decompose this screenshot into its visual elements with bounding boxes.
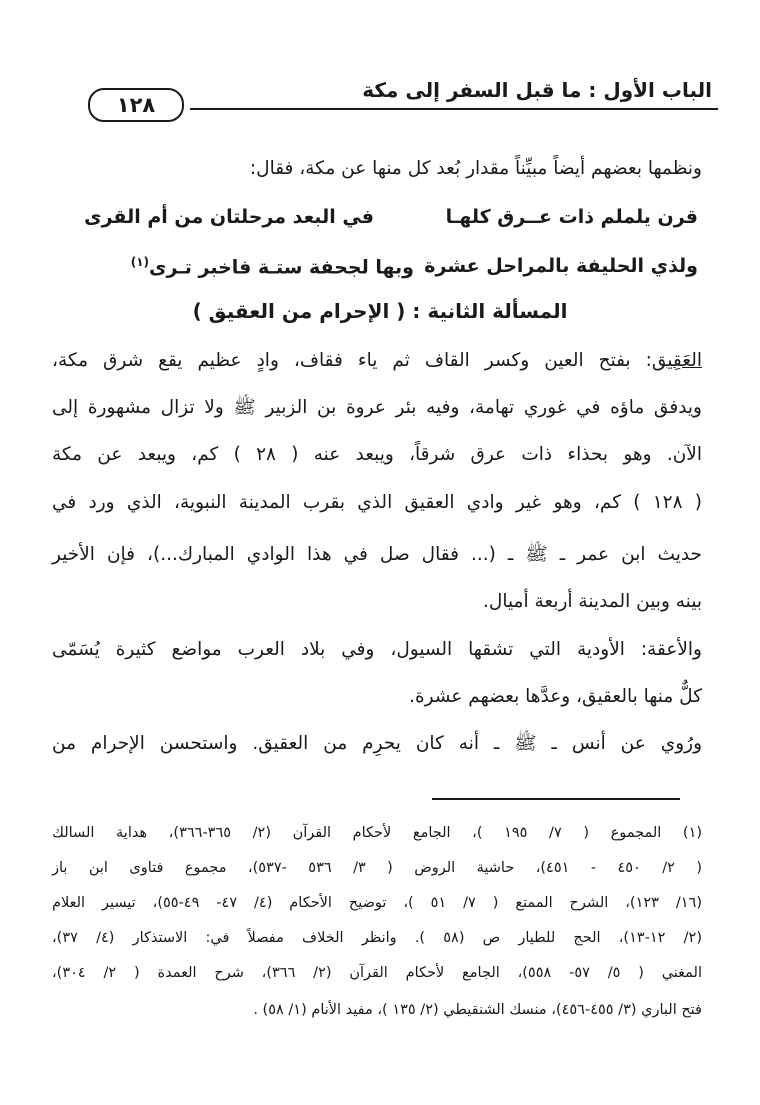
para1-line4: ( ١٢٨ ) كم، وهو غير وادي العقيق الذي بقرب المدينة النبوية، الذي ورد في [52,492,702,513]
verse-2-second-hemistich [131,255,414,278]
header-rule [190,108,718,110]
intro-line: ونظمها بعضهم أيضاً مبيِّناً مقدار بُعد كل منها عن مكة، فقال: [249,158,702,179]
footnote-line-6: فتح الباري (٣/ ٤٥٥-٤٥٦)، منسك الشنقيطي (٢/ ١٣٥ )، مفيد الأنام (١/ ٥٨) . [253,1002,702,1018]
para1-line5: حديث ابن عمر ـ ﷺ ـ (... فقال صل في هذا الوادي المبارك...)، فإن الأخير [52,544,702,565]
footnote-ref-1: (١) [130,255,150,269]
footnote-separator [432,798,680,800]
footnote-line-3: (١٦/ ١٢٣)، الشرح الممتع ( ٧/ ٥١ )، توضيح الأحكام (٤/ ٤٧- ٤٩-٥٥)، تيسير العلام [52,895,702,911]
para3-line1: ورُوي عن أنس ـ ﷺ ـ أنه كان يحرِم من العقيق. واستحسن الإحرام من [52,733,702,754]
page-header [88,78,718,118]
section-title: المسألة الثانية : ( الإحرام من العقيق ) [192,299,568,323]
term-aqiq: العَقِيق [651,350,702,371]
para1-line2: ويدفق ماؤه في غوري تهامة، وفيه بئر عروة بن الزبير ﷺ ولا تزال مشهورة إلى [52,397,702,418]
footnote-line-5: المغني ( ٥/ ٥٧- ٥٥٨)، الجامع لأحكام القرآن (٢/ ٣٦٦)، شرح العمدة ( ٢/ ٣٠٤)، [52,965,702,981]
footnote-line-2: ( ٢/ ٤٥٠ - ٤٥١)، حاشية الروض ( ٣/ ٥٣٦ -٥٣٧)، مجموع فتاوى ابن باز [52,860,703,876]
para1-line1 [52,350,702,371]
verse-2-first-hemistich: ولذي الحليفة بالمراحل عشرة [424,255,698,277]
footnote-line-1: (١) المجموع ( ٧/ ١٩٥ )، الجامع لأحكام القرآن (٢/ ٣٦٥-٣٦٦)، هداية السالك [52,825,703,841]
footnote-line-4: (٢/ ١٢-١٣)، الحج للطيار ص (٥٨ ). وانظر الخلاف مفصلاً في: الاستذكار (٤/ ٣٧)، [52,930,702,946]
para1-line1-text: : بفتح العين وكسر القاف ثم ياء فقاف، وادٍ عظيم يقع شرق مكة، [52,350,652,371]
para1-line3: الآن. وهو بحذاء ذات عرق شرقاً، ويبعد عنه ( ٢٨ ) كم، ويبعد عن مكة [52,444,702,465]
para2-line2: كلٌّ منها بالعقيق، وعدَّها بعضهم عشرة. [409,686,702,707]
para1-line6: بينه وبين المدينة أربعة أميال. [483,591,702,612]
chapter-title: الباب الأول : ما قبل السفر إلى مكة [362,78,712,102]
page-number: ١٢٨ [88,88,184,122]
verse-1-first-hemistich: قرن يلملم ذات عــرق كلهـا [445,206,698,228]
verse-2-second-text: وبها لجحفة ستـة فاخبر تـرى [149,256,414,279]
verse-1-second-hemistich: في البعد مرحلتان من أم القرى [84,206,374,228]
para2-line1: والأعقة: الأودية التي تشقها السيول، وفي بلاد العرب مواضع كثيرة يُسَمّى [52,639,702,660]
